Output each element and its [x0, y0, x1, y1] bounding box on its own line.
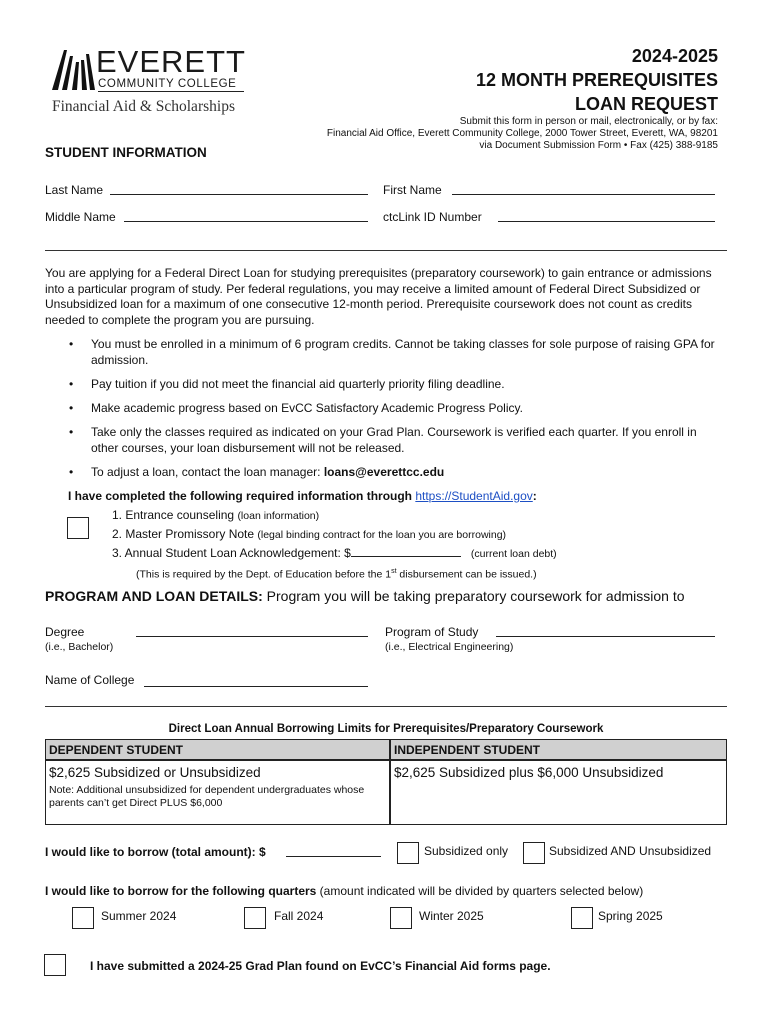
required-item-3: [112, 544, 712, 563]
subsidized-and-unsubsidized-checkbox[interactable]: [523, 842, 545, 864]
winter-2025-label: Winter 2025: [419, 909, 484, 923]
logo-rule: [98, 91, 244, 92]
bullet-dot: •: [69, 337, 74, 351]
submit-line-3: via Document Submission Form • Fax (425) 388-9185: [479, 140, 718, 151]
bullet-text: Make academic progress based on EvCC Satisfactory Academic Progress Policy.: [91, 401, 523, 415]
bullet-text: Take only the classes required as indicated on your Grad Plan. Coursework is verified each quarter. If you enroll in other courses, your loan disbursement will not be released.: [91, 425, 697, 455]
required-item-1: [112, 506, 712, 525]
bullet-pay-tuition: [69, 377, 721, 393]
summer-2024-label: Summer 2024: [101, 909, 177, 923]
ctclink-label: ctcLink ID Number: [383, 210, 482, 224]
first-name-field[interactable]: [452, 183, 715, 195]
note-part-b: disbursement can be issued.): [396, 568, 537, 581]
required-list: [112, 506, 712, 584]
form-title-line1: 12 MONTH PREREQUISITES: [475, 70, 718, 90]
subsidized-and-unsubsidized-label: Subsidized AND Unsubsidized: [549, 844, 712, 858]
dependent-note: Note: Additional unsubsidized for dependent undergraduates whose parents can’t get Direct PLUS $6,000: [49, 784, 365, 809]
student-info-heading: STUDENT INFORMATION: [45, 145, 207, 160]
submit-line-2: Financial Aid Office, Everett Community College, 2000 Tower Street, Everett, WA, 98201: [326, 128, 718, 139]
independent-cell: [390, 760, 727, 825]
logo-name: EVERETT: [96, 44, 246, 79]
fall-2024-label: Fall 2024: [274, 909, 324, 923]
item-label: 1. Entrance counseling: [112, 508, 235, 522]
borrow-amount-label: I would like to borrow (total amount): $: [45, 845, 266, 859]
quarters-rest: (amount indicated will be divided by quarters selected below): [316, 884, 644, 898]
bullet-dot: •: [69, 377, 74, 391]
program-heading-bold: PROGRAM AND LOAN DETAILS:: [45, 588, 263, 604]
bullet-text: Pay tuition if you did not meet the financial aid quarterly priority filing deadline.: [91, 377, 505, 391]
program-heading-rest: Program you will be taking preparatory coursework for admission to: [262, 588, 685, 604]
logo-department: Financial Aid & Scholarships: [52, 98, 235, 115]
grad-plan-checkbox[interactable]: [44, 954, 66, 976]
form-year: 2024-2025: [631, 46, 718, 66]
item-note: (current loan debt): [470, 548, 557, 560]
program-heading: [45, 588, 745, 604]
submit-line-1: Submit this form in person or mail, electronically, or by fax:: [459, 116, 718, 127]
fall-2024-checkbox[interactable]: [244, 907, 266, 929]
subsidized-only-checkbox[interactable]: [397, 842, 419, 864]
independent-header: [390, 739, 727, 760]
form-title: [358, 44, 718, 116]
degree-field[interactable]: [136, 625, 368, 637]
subsidized-only-label: Subsidized only: [424, 844, 509, 858]
form-title-line2: LOAN REQUEST: [574, 94, 718, 114]
studentaid-link[interactable]: https://StudentAid.gov: [415, 489, 533, 503]
note-sup: st: [391, 568, 397, 575]
middle-name-label: Middle Name: [45, 210, 116, 224]
bullet-academic-progress: [69, 401, 721, 417]
required-item-3-note: [112, 563, 712, 584]
item-note: (legal binding contract for the loan you are borrowing): [257, 529, 507, 541]
program-hint: (i.e., Electrical Engineering): [385, 641, 514, 653]
college-field[interactable]: [144, 675, 368, 687]
independent-amount: $2,625 Subsidized plus $6,000 Unsubsidized: [394, 765, 664, 780]
spring-2025-checkbox[interactable]: [571, 907, 593, 929]
bullet-text: You must be enrolled in a minimum of 6 program credits. Cannot be taking classes for sole purpose of raising GPA for admission.: [91, 337, 715, 367]
bullet-dot: •: [69, 425, 74, 439]
required-colon: :: [532, 489, 537, 503]
required-info-heading: [68, 489, 537, 503]
dependent-amount: $2,625 Subsidized or Unsubsidized: [49, 765, 261, 780]
winter-2025-checkbox[interactable]: [390, 907, 412, 929]
required-item-2: [112, 525, 712, 544]
note-part-a: (This is required by the Dept. of Education before the 1: [136, 568, 392, 581]
logo-mark-icon: [50, 46, 96, 90]
college-logo: [50, 46, 250, 126]
summer-2024-checkbox[interactable]: [72, 907, 94, 929]
program-of-study-label: Program of Study: [385, 625, 479, 639]
loan-debt-field[interactable]: [351, 546, 461, 557]
middle-name-field[interactable]: [124, 210, 368, 222]
last-name-label: Last Name: [45, 183, 104, 197]
quarters-label: [45, 884, 643, 898]
bullet-dot: •: [69, 465, 74, 479]
bullet-dot: •: [69, 401, 74, 415]
independent-header-text: INDEPENDENT STUDENT: [394, 743, 541, 757]
dependent-header: [45, 739, 390, 760]
required-info-checkbox[interactable]: [67, 517, 89, 539]
required-lead: I have completed the following required information through: [68, 489, 416, 503]
bullet-adjust-loan: [69, 465, 721, 481]
degree-label: Degree: [45, 625, 85, 639]
limits-table: [45, 739, 727, 825]
college-label: Name of College: [45, 673, 135, 687]
logo-subtitle: COMMUNITY COLLEGE: [98, 78, 237, 90]
grad-plan-label: I have submitted a 2024-25 Grad Plan found on EvCC’s Financial Aid forms page.: [90, 959, 551, 973]
quarters-bold: I would like to borrow for the following quarters: [45, 884, 317, 898]
last-name-field[interactable]: [110, 183, 368, 195]
item-note: (loan information): [237, 510, 320, 522]
bullet-text: To adjust a loan, contact the loan manager:: [91, 465, 324, 479]
loan-manager-email[interactable]: loans@everettcc.edu: [323, 465, 445, 479]
divider: [45, 250, 727, 251]
bullet-grad-plan: [69, 425, 721, 456]
intro-paragraph: You are applying for a Federal Direct Loan for studying prerequisites (preparatory coursework) to gain entrance or admissions into a particular program of study. Per federal regulations, you may receive a limited amount of Federal Direct Subsidized or Unsubsidized loan for a maximum of one consecutive 12-month period. Prerequisite coursework does not count as credits needed to complete the program you are pursuing.: [45, 266, 712, 327]
first-name-label: First Name: [383, 183, 442, 197]
divider: [45, 706, 727, 707]
item-label: 2. Master Promissory Note: [112, 527, 255, 541]
spring-2025-label: Spring 2025: [598, 909, 663, 923]
item-label: 3. Annual Student Loan Acknowledgement: $: [112, 546, 351, 560]
submission-info: [278, 116, 718, 152]
bullet-min-credits: [69, 337, 721, 368]
degree-hint: (i.e., Bachelor): [45, 641, 114, 653]
borrow-amount-field[interactable]: [286, 845, 381, 857]
ctclink-field[interactable]: [498, 210, 715, 222]
dependent-header-text: DEPENDENT STUDENT: [49, 743, 184, 757]
program-of-study-field[interactable]: [496, 625, 715, 637]
dependent-cell: [45, 760, 390, 825]
limits-caption: Direct Loan Annual Borrowing Limits for Prerequisites/Preparatory Coursework: [168, 723, 604, 735]
